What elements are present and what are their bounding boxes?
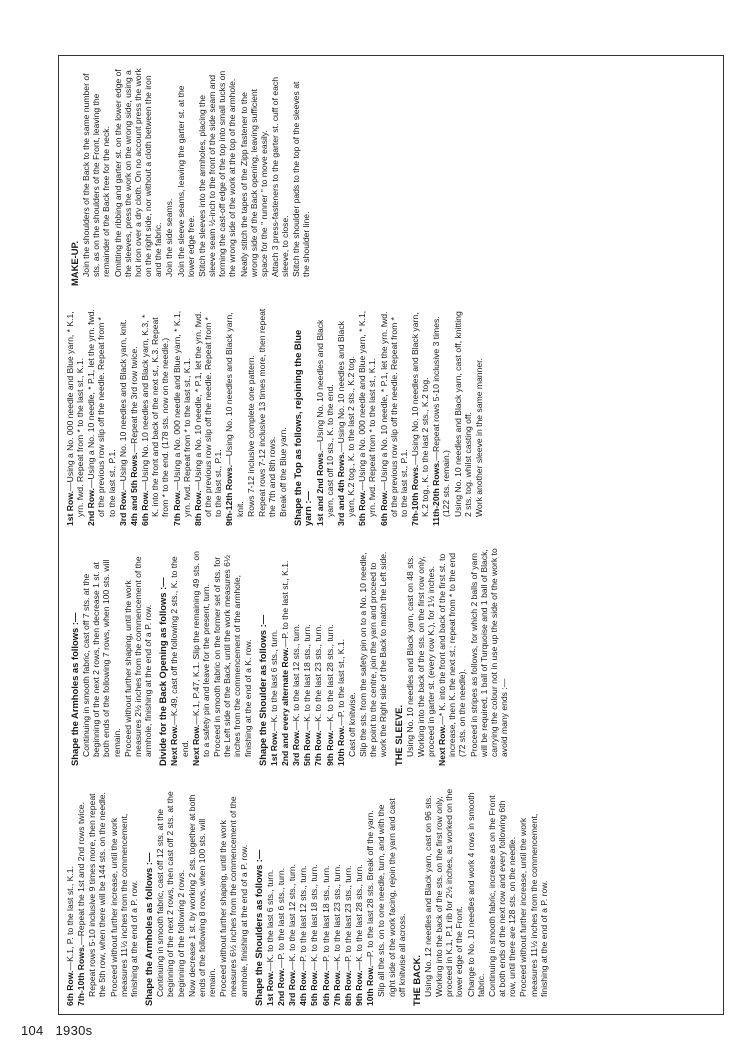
row-label: THE SLEEVE. [392,705,404,766]
row-text: —P. to the last 6 sts., turn. [275,867,286,969]
row-text: as follows :— [143,852,155,916]
pattern-row [354,788,364,1006]
row-text: Proceed in smooth fabric on the former set of sts. for the Left side of the Back, until the work measures 6½ inches from the commencement of the armhole, finishing at the end of a K. row. [212,554,253,757]
row-label: 10th Row. [365,965,376,1006]
row-text: as follows, rejoining the Blue yarn :— [292,329,314,526]
row-text: Using No. 10 needles and Black yarn, cast on 48 sts. [404,555,415,757]
row-text: —K. to the last 12 sts., turn. [287,863,298,971]
pattern-row [315,308,335,526]
instruction-paragraph [113,68,164,286]
row-text: Continuing in smooth fabric, cast off 7 sts. at the beginning of the next 2 rows, then decrease 1 st. at both ends of the following 7 rows, when 100 sts. will remain. [81,559,122,757]
row-text: Repeat rows 5-10 inclusive 9 times more, then repeat the 5th row, when there will be 144 sts. on the needle. [87,792,108,997]
pattern-row [357,308,377,526]
pattern-row [321,788,331,1006]
section-heading [258,548,268,766]
instruction-paragraph [81,548,122,766]
section-heading [293,308,313,526]
row-label: 1st and 2nd Rows. [314,450,325,526]
instruction-paragraph [405,548,415,766]
row-label: 5th Row. [302,730,313,766]
pattern-row [431,308,451,526]
instruction-paragraph [474,308,484,526]
row-text: Work another sleeve in the same manner. [473,358,484,517]
row-label: 7th-10th Rows. [410,464,420,526]
row-label: 5th Row. [309,970,320,1006]
row-text: —Using a No. 000 needle and Blue yarn, * K.1, yrn. fwd. Repeat from * to the last st., K.1. [357,310,378,517]
row-text: Change to No. 10 needles and work 4 rows in smooth fabric. [465,792,486,997]
row-label: 6th Row. [378,490,389,526]
row-text: Working into the back of the sts. on the first row only, proceed in K.1, P.1 rib for 2½ inches, as worked on the lower edge of the Front. [434,788,465,997]
row-text: —Using No. 10 needles and Black yarn, K.2 tog., K. to the last 2 sts., K.2 tog. [410,312,431,517]
row-text: as follows :— [256,614,268,678]
row-label: 8th Row. [342,970,353,1006]
pattern-row [291,548,301,766]
pattern-row [265,788,275,1006]
row-text: —P. to the last st., K.1. [335,638,346,726]
instruction-paragraph [469,548,510,766]
row-text: —K. to the last 23 sts., turn. [331,864,342,971]
column-2 [65,548,510,766]
row-text: —P. to the last 28 sts. Break off the yarn. [365,810,376,966]
pattern-row [269,548,279,766]
row-text: —Repeat rows 5-10 inclusive 3 times. (122 sts. remain.) [431,316,452,517]
row-text: Working into the back of the sts. on the first row only, proceed in garter st. (every row K.), for 1½ inches. [415,556,436,757]
instruction-paragraph [218,788,248,1006]
row-text: —Using No. 10 needles and Black yarn, K.2 tog., K. to the last 2 sts., K.2 tog. [335,321,357,517]
row-label: 11th-20th Rows. [431,460,442,526]
pattern-row [280,548,290,766]
row-text: Repeat rows 7-12 inclusive 13 times more, then repeat the 7th and 8th rows. [256,308,277,517]
row-text: Join the side seams. [164,198,175,277]
row-text: Using No. 12 needles and Black yarn, cast on 96 sts. [423,795,433,997]
instruction-paragraph [487,788,517,1006]
pattern-row [332,788,342,1006]
row-label: 9th-12th Rows. [224,464,235,526]
row-text: Proceed without further increase, until the work measures 11½ inches from the commencement, finishing at the end of a P. row. [108,813,139,997]
pattern-row [309,788,319,1006]
row-label: 1st Row. [268,730,279,766]
pattern-row [298,788,308,1006]
row-label: 6th Row. [65,970,75,1006]
instruction-paragraph [164,68,174,286]
instruction-paragraph [197,68,238,286]
pattern-row [172,308,192,526]
row-label: 4th and 5th Rows. [128,452,139,526]
row-text: —K.1, P.47, K.1. Slip the remaining 49 sts. on to a safety pin and leave for the present, turn. [190,551,211,757]
pattern-row [287,788,297,1006]
row-label: MAKE-UP. [69,240,80,286]
row-text: —Using a No. 10 needle, * P.1, let the yrn. fwd. of the previous row slip off the needle. Repeat from * to the last st., P.1. [192,311,224,517]
pattern-row [302,548,312,766]
section-heading [254,788,264,1006]
row-label: 3rd Row. [117,490,128,526]
row-label: 8th Row. [192,490,203,526]
row-text: Proceed without further increase, until the work measures 11½ inches from the commencement, finishing at the end of a P. row. [518,813,549,997]
instruction-paragraph [347,548,357,766]
row-label: 6th Row. [140,490,151,526]
row-text: Proceed without further shaping, until the work measures 6½ inches from the commencement of the armhole, finishing at the end of a P. row. [218,796,249,997]
pattern-row [336,308,356,526]
row-label: 3rd Row. [287,970,298,1006]
pattern-row [379,308,409,526]
instruction-paragraph [423,788,433,1006]
row-text: as follows :— [252,849,264,913]
row-label: 10th Row. [335,725,346,766]
row-text: Slip the sts. from the safety pin on to a No. 10 needle, the point to the centre, join the yarn and proceed to work the Right side of the Back to match the Left side. [358,551,389,757]
section-heading [412,788,422,1006]
section-heading [158,548,168,766]
row-label: 2nd Row. [275,968,286,1006]
row-text: Using No. 10 needles and Black yarn, cast off, knitting 2 sts. tog. whilst casting off. [452,311,473,517]
row-text: —P. to the last 23 sts., turn. [342,865,353,971]
row-text: Stitch the shoulder pads to the top of the sleeves at the shoulder line. [291,81,312,277]
page-folio [21,1023,92,1038]
row-label: 3rd and 4th Rows. [335,451,346,526]
row-text: —P. to the last st., K.1. [279,560,290,648]
row-text: —Using a No. 000 needle and Blue yarn, * K.1, yrn. fwd. Repeat from * to the last st., K.1. [171,310,192,517]
row-label: 9th Row. [324,730,335,766]
row-label: Next Row. [169,724,180,766]
pattern-row [343,788,353,1006]
row-label: 7th Row. [171,490,182,526]
row-text: Neatly stitch the tapes of the Zipp fastener to the wrong side of the Back opening, leaving sufficient space for the " runner " to move easily. [238,88,269,277]
instruction-paragraph [246,308,256,526]
instruction-paragraph [434,788,464,1006]
row-text: Join the shoulders of the Back to the same number of sts. as on the shoulders of the Front, leaving the remainder of the Back free for the neck. [81,73,112,277]
pattern-row [437,548,467,766]
row-text: Rows 7-12 inclusive complete one pattern. [245,355,256,517]
column-1 [65,788,550,1006]
instruction-paragraph [155,788,185,1006]
row-label: 1st Row. [264,970,275,1006]
row-label: 2nd and every alternate Row. [279,647,290,766]
pattern-row [410,308,430,526]
row-text: —K. to the last 6 sts., turn. [264,869,275,971]
pattern-row [325,548,335,766]
row-label: 6th Row. [320,970,331,1006]
row-text: —Using a No. 000 needle and Blue yarn, * K.1, yrn. fwd. Repeat from * to the last st., K.1. [65,311,86,517]
instruction-paragraph [81,68,111,286]
row-label: Next Row. [437,724,448,766]
row-label: 2nd Row. [86,488,97,526]
pattern-row [191,548,211,766]
pattern-row [276,788,286,1006]
row-text: —K. to the last 28 sts., turn. [354,864,365,971]
row-text: as follows :— [157,577,169,641]
row-text: —K.49, cast off the following 2 sts., K. to the end. [169,556,190,757]
section-heading [70,68,80,286]
pattern-row [140,308,170,526]
instruction-paragraph [376,788,406,1006]
row-label: 7th-10th Rows. [76,944,87,1006]
section-title: 1930s [55,1023,93,1038]
pattern-row [224,308,244,526]
row-text: —K.1, P. to the last st., K.1. [65,866,75,971]
row-label: Shape the Shoulder [256,677,268,766]
row-label: THE BACK. [410,954,422,1006]
row-label: 7th Row. [331,970,342,1006]
instruction-paragraph [358,548,388,766]
row-label: Divide for the Back Opening [157,640,169,766]
row-label: Next Row. [190,724,201,766]
pattern-row [365,788,375,1006]
instruction-paragraph [87,788,107,1006]
instruction-paragraph [187,788,217,1006]
row-label: Shape the Armholes [143,915,155,1006]
row-label: 4th Row. [298,970,309,1006]
row-text: Proceed in stripes as follows, for which 2 balls of yarn will be required, 1 ball of Turquoise and 1 ball of Black, carrying the colour not in use up the side of the work to avoid many ends :— [468,548,510,757]
row-text: —* K. into the front and back of the first st. to increase, then K. the next st.; repeat from * to the end (72 sts. on the needle). [437,553,468,757]
page-number: 104 [21,1023,44,1038]
section-heading [394,548,404,766]
row-text: —K. to the last 28 sts., turn. [324,624,335,731]
row-text: —K. to the last 23 sts., turn. [313,624,324,731]
instruction-paragraph [257,308,277,526]
row-text: Proceed without further shaping, until the work measures 2½ inches from the commencement of the armhole, finishing at the end of a P. row. [122,556,154,757]
instruction-paragraph [453,308,473,526]
column-3 [65,308,485,526]
pattern-row [313,548,323,766]
pattern-row [65,788,75,1006]
instruction-paragraph [109,788,139,1006]
section-heading [70,548,80,766]
pattern-row [129,308,139,526]
rotated-page-content [59,56,723,1014]
instruction-paragraph [278,308,288,526]
row-label: 7th Row. [313,730,324,766]
pattern-row [169,548,189,766]
row-text: —P. to the last 12 sts., turn. [298,865,309,971]
pattern-row [65,308,85,526]
row-label: 3rd Row. [291,730,302,766]
row-text: —Using a No. 10 needle, * P.1, let the yrn. fwd. of the previous row slip off the needle. Repeat from * to the last st., P.1. [86,309,117,517]
row-text: —Repeat the 3rd row twice. [128,346,139,453]
row-text: —Repeat the 1st and 2nd rows twice. [76,802,87,945]
row-text: —Using No. 10 needles and Black yarn, knit. [224,312,245,517]
row-text: Break off the Blue yarn. [278,427,289,517]
instruction-paragraph [270,68,290,286]
row-text: —K. to the last 18 sts., turn. [309,864,320,971]
instruction-paragraph [123,548,153,766]
pattern-row [336,548,346,766]
column-4 [65,68,313,286]
instruction-paragraph [466,788,486,1006]
section-heading [144,788,154,1006]
instruction-paragraph [176,68,196,286]
pattern-row [76,788,86,1006]
instruction-paragraph [212,548,253,766]
row-text: —K. to the last 18 sts., turn. [302,624,313,731]
row-text: Omitting the ribbing and garter st. on the lower edge of the sleeves, press the work on the wrong side, using a hot iron over a dry cloth. On no account press the work on the right side, nor without a cloth between the iron and the fabric. [112,68,164,277]
instruction-paragraph [416,548,436,766]
pattern-row [193,308,223,526]
row-text: Slip all the sts. on to one needle, turn, and with the right side of the work facing, rejoin the yarn and cast off knitwise all across. [376,798,407,997]
instruction-paragraph [518,788,548,1006]
row-text: —K. to the last 6 sts., turn. [268,629,279,731]
row-text: —Using No. 10 needles and Black yarn, cast off 10 sts., K. to the end. [314,319,335,517]
row-label: 5th Row. [357,490,368,526]
row-text: Attach 3 press-fasteners to the garter st. cuff of each sleeve, to close. [269,77,291,277]
pattern-row [118,308,128,526]
row-label: Shape the Armholes [69,675,80,766]
row-label: 9th Row. [354,970,365,1006]
row-text: as follows :— [69,612,80,676]
row-text: Stitch the sleeves into the armholes, placing the sleeve seam ½-inch to the front of the side seam and forming the cast-off edge of the top into small tucks on the wrong side of the work at the top of the armhole. [196,70,238,277]
row-text: —P. to the last 18 sts., turn. [320,865,331,971]
row-text: Join the sleeve seams, leaving the garter st. at the lower edge free. [175,85,196,277]
row-text: Continuing in smooth fabric, cast off 12 sts. at the beginning of the next 2 rows, then cast off 2 sts. at the beginning of the following 2 rows. [155,791,186,997]
pattern-row [86,308,116,526]
row-label: Shape the Shoulders [252,912,264,1006]
instruction-paragraph [291,68,311,286]
row-text: —Using No. 10 needles and Black yarn, K.3, * K. into the front and back of the next st., K.3. Repeat from * to the end. (178 sts. now on the needle.) [140,314,171,517]
row-text: Cast off knitwise. [346,692,357,757]
row-text: Now decrease 1 st. by working 2 sts. together at both ends of the following 8 rows, when 100 sts. will remain. [186,794,218,997]
row-text: Continuing in smooth fabric, increase as on the Front at both ends of the next row and every following 6th row, until there are 128 sts. on the needle. [486,795,518,997]
row-text: —Using No. 10 needles and Black yarn, knit. [117,319,128,491]
row-text: —K. to the last 12 sts., turn. [291,623,302,731]
instruction-paragraph [239,68,269,286]
row-label: Shape the Top [292,462,304,526]
row-text: —Using a No. 10 needle, * P.1, let the yrn. fwd. of the previous row slip off the needle. Repeat from * to the last st., P.1. [378,311,409,517]
row-label: 1st Row. [65,490,75,526]
